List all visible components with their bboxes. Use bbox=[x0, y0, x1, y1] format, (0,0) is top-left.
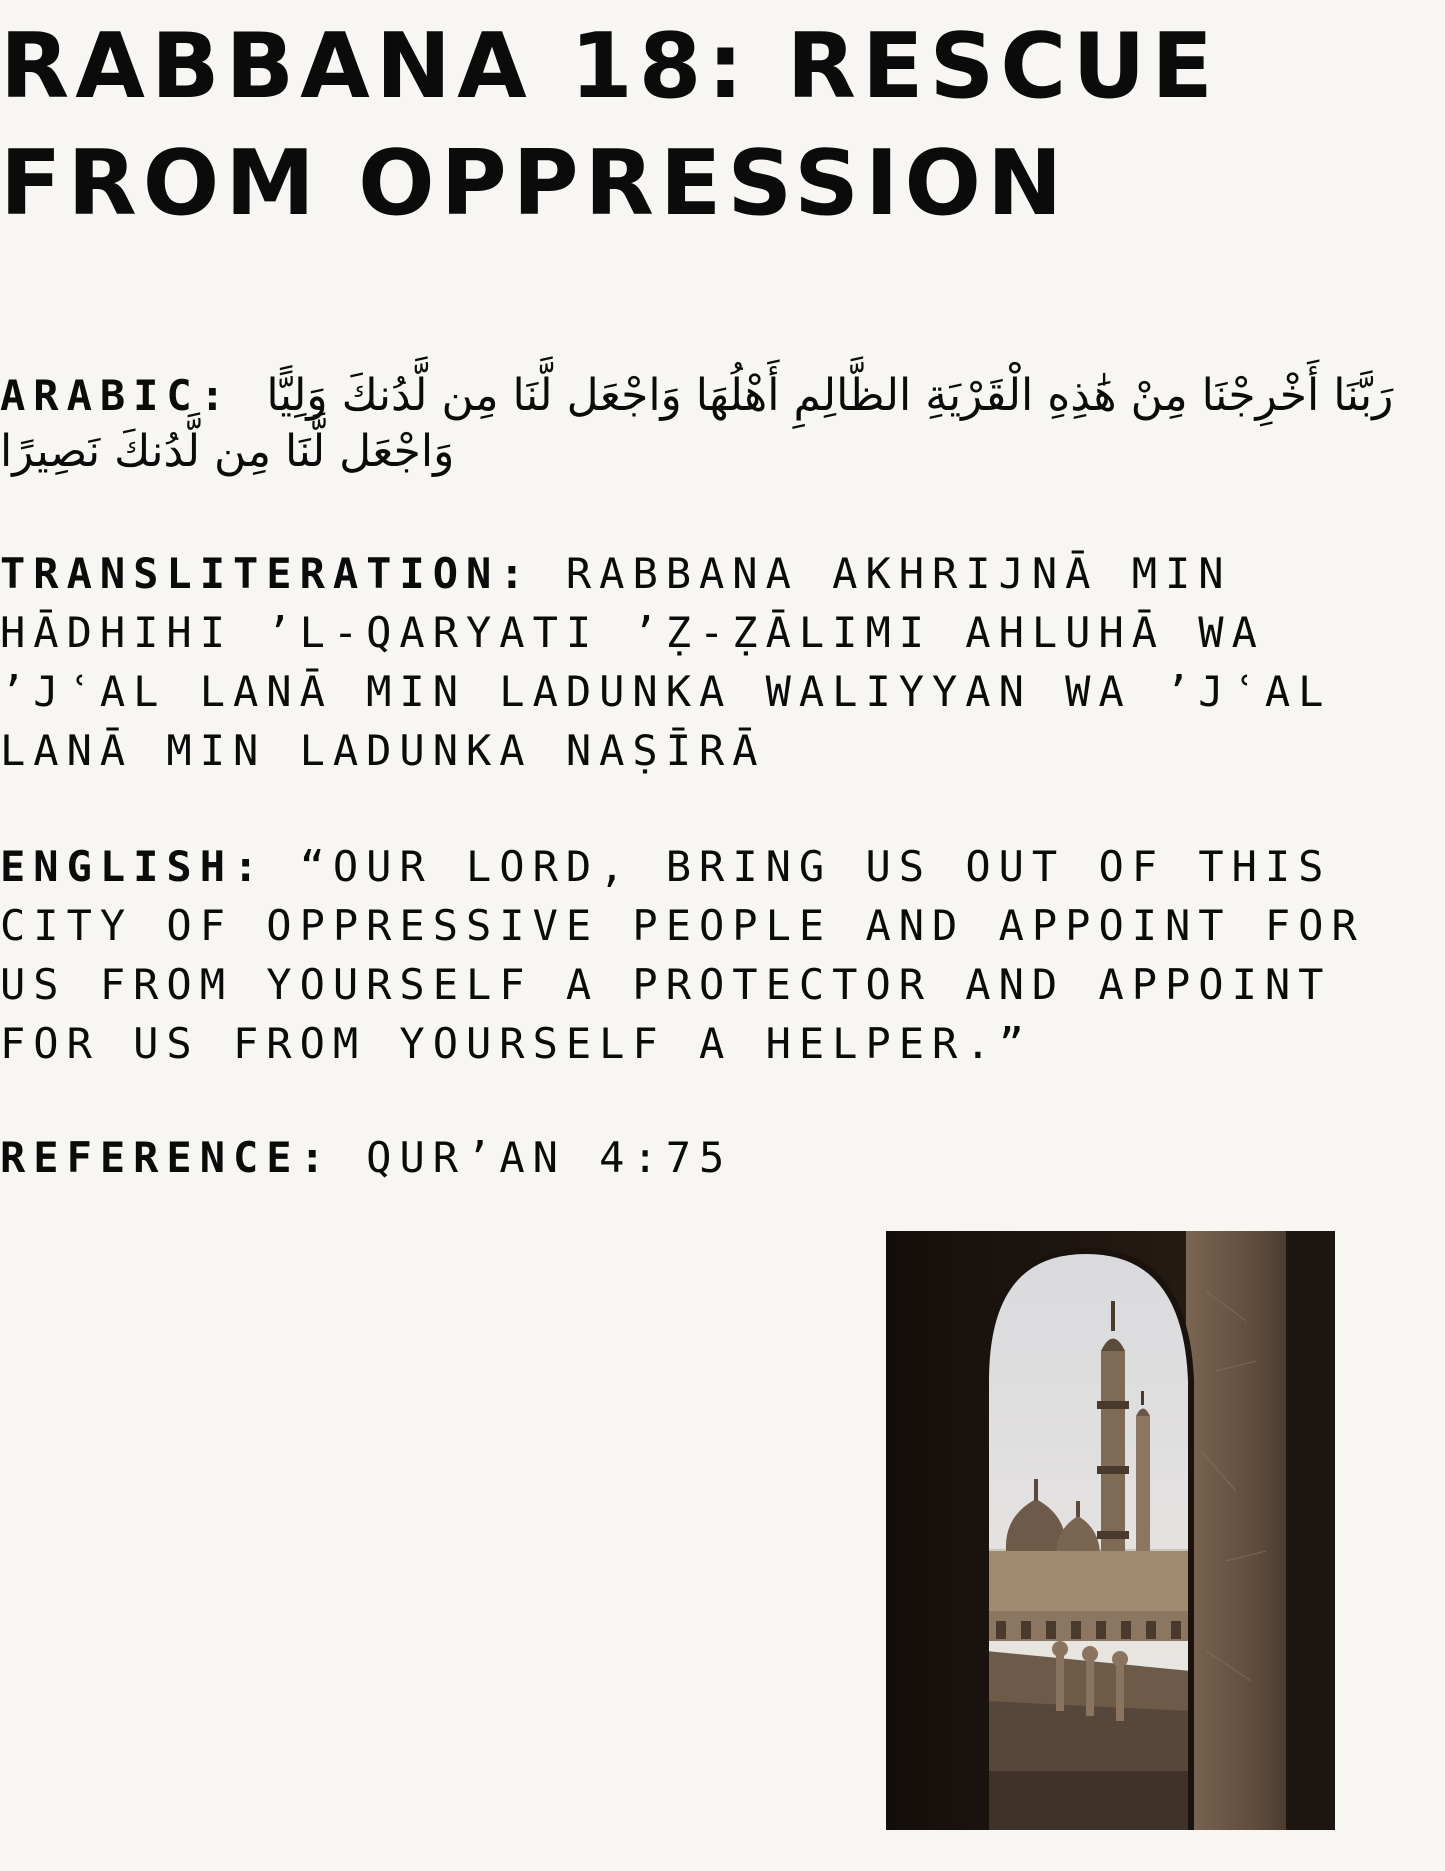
arabic-section bbox=[0, 368, 1420, 480]
transliteration-section bbox=[0, 544, 1420, 780]
reference-text: QUR’AN 4:75 bbox=[366, 1133, 733, 1182]
mosque-photo bbox=[886, 1231, 1335, 1830]
transliteration-text: RABBANA AKHRIJNĀ MIN HĀDHIHI ’L-QARYATI ’Ẓ-ẒĀLIMI AHLUHĀ WA ’JʿAL LANĀ MIN LADUNKA WALIYYAN WA ’JʿAL LANĀ MIN LADUNKA NAṢĪRĀ bbox=[0, 549, 1332, 775]
reference-section bbox=[0, 1128, 1420, 1187]
page-title: RABBANA 18: RESCUE FROM OPPRESSION bbox=[0, 14, 1219, 236]
transliteration-label: TRANSLITERATION: bbox=[0, 549, 533, 598]
english-label: ENGLISH: bbox=[0, 842, 267, 891]
english-section bbox=[0, 837, 1420, 1073]
reference-label: REFERENCE: bbox=[0, 1133, 333, 1182]
arabic-text: رَبَّنَا أَخْرِجْنَا مِنْ هَٰذِهِ الْقَرْيَةِ الظَّالِمِ أَهْلُهَا وَاجْعَل لَّنَا مِن لَّدُنكَ وَلِيًّا وَاجْعَل لَّنَا مِن لَّدُنكَ نَصِيرًا bbox=[0, 370, 1394, 477]
english-text: “OUR LORD, BRING US OUT OF THIS CITY OF OPPRESSIVE PEOPLE AND APPOINT FOR US FROM YOURSELF A PROTECTOR AND APPOINT FOR US FROM YOURSELF A HELPER.” bbox=[0, 842, 1365, 1068]
arabic-label: ARABIC: bbox=[0, 371, 234, 420]
